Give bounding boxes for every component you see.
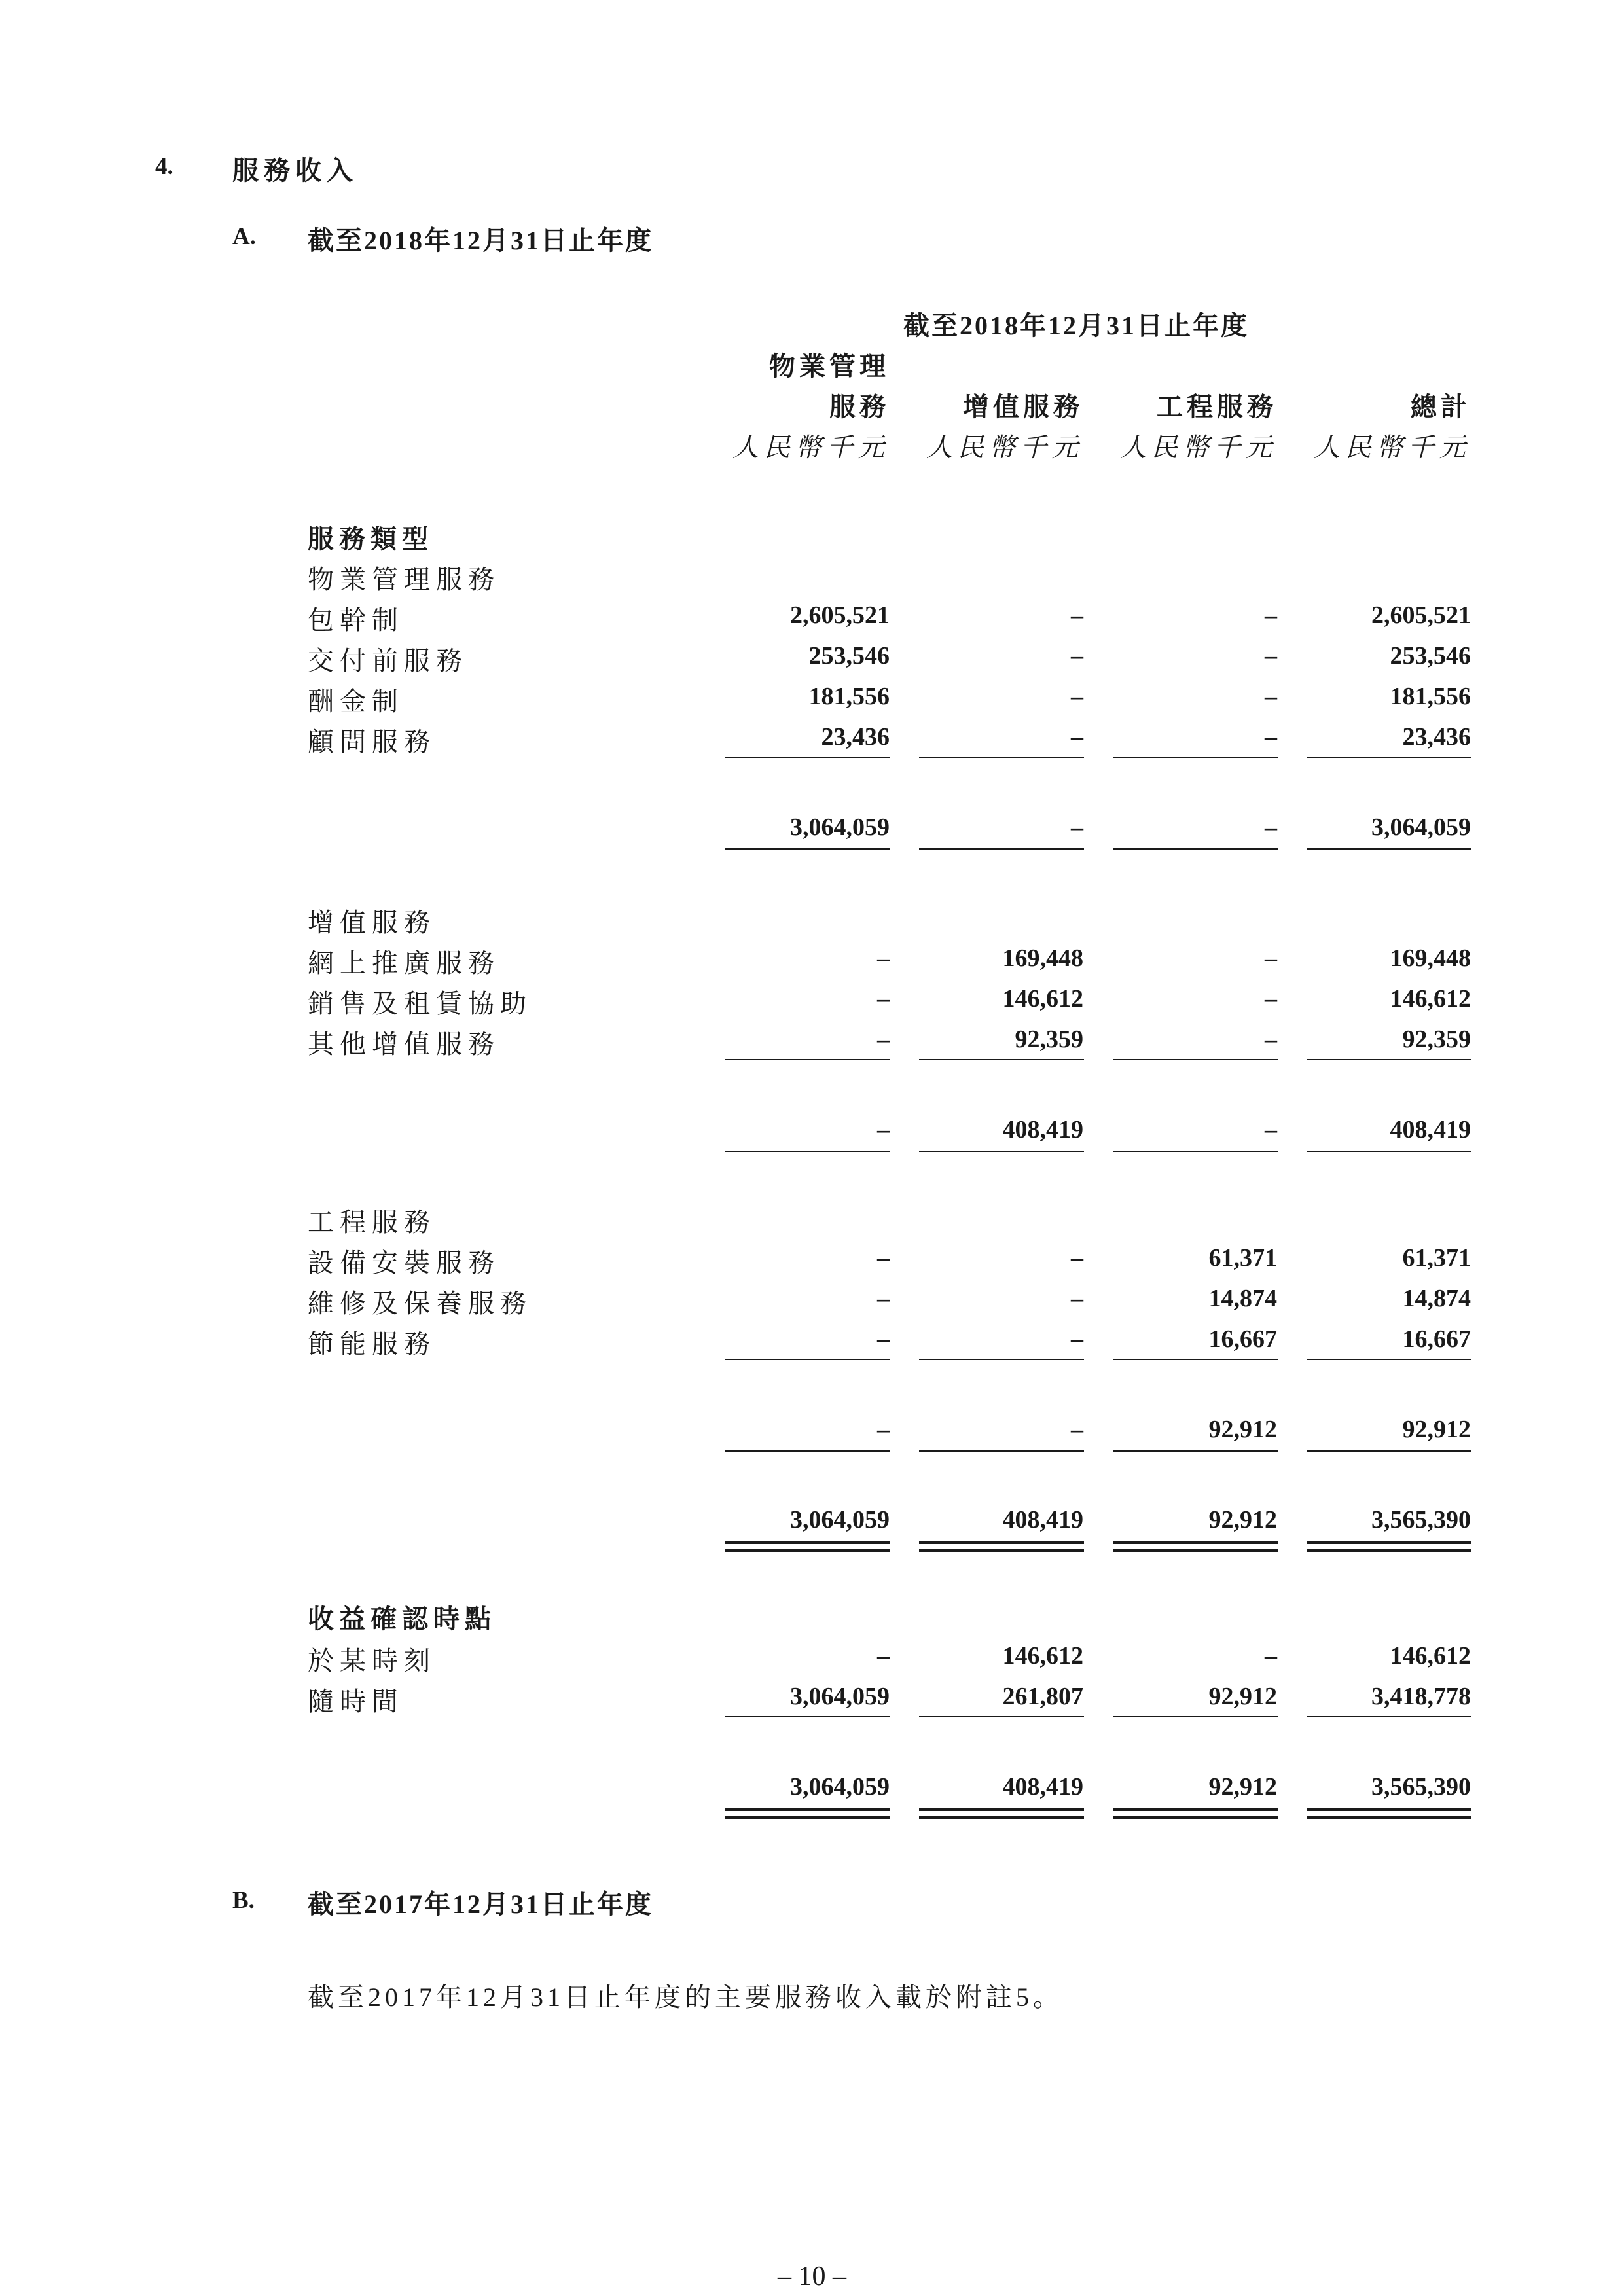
subtotal-cell: – [1265, 1116, 1277, 1143]
subtotal-cell: 92,912 [1208, 1416, 1277, 1443]
subtotal-rule [1307, 1151, 1471, 1152]
subtotal-rule [1113, 1450, 1278, 1452]
grand-total-cell: 3,064,059 [790, 1773, 890, 1801]
table-cell: 2,605,521 [790, 601, 890, 629]
table-cell: 146,612 [1002, 1642, 1083, 1670]
subtotal-cell: – [1071, 814, 1083, 841]
table-cell: – [1265, 723, 1277, 751]
subsection-a-title: 截至2018年12月31日止年度 [308, 226, 653, 255]
col-1-unit: 人民幣千元 [732, 433, 890, 462]
col-3-header: 工程服務 [1157, 392, 1277, 422]
table-cell: 181,556 [808, 683, 890, 710]
service-type-heading: 服務類型 [308, 524, 433, 554]
double-rule [1113, 1808, 1278, 1811]
table-cell: 61,371 [1402, 1244, 1471, 1272]
subtotal-cell: 408,419 [1002, 1116, 1083, 1143]
table-cell: – [1265, 683, 1277, 710]
double-rule [725, 1808, 890, 1811]
subtotal-rule [1307, 1359, 1471, 1360]
subtotal-cell: 3,064,059 [790, 814, 890, 841]
table-cell: 3,064,059 [790, 1683, 890, 1710]
grand-total-cell: 3,064,059 [790, 1506, 890, 1534]
value-added-group-heading: 增值服務 [308, 908, 436, 937]
table-cell: – [877, 1026, 890, 1053]
table-cell: – [1071, 1325, 1083, 1353]
subtotal-rule [919, 1059, 1084, 1060]
subtotal-rule [1307, 848, 1471, 850]
subtotal-rule [1307, 1450, 1471, 1452]
table-cell: 146,612 [1390, 985, 1471, 1013]
double-rule [1307, 1808, 1471, 1811]
subtotal-rule [725, 1151, 890, 1152]
subsection-b-letter: B. [232, 1887, 255, 1914]
subtotal-rule [725, 1716, 890, 1717]
row-label: 包幹制 [308, 605, 404, 635]
row-label: 網上推廣服務 [308, 948, 500, 978]
table-cell: – [1071, 601, 1083, 629]
row-label: 於某時刻 [308, 1646, 436, 1676]
section-number: 4. [155, 153, 173, 180]
table-cell: 92,359 [1402, 1026, 1471, 1053]
subtotal-rule [1113, 757, 1278, 758]
row-label: 設備安裝服務 [308, 1248, 500, 1278]
table-cell: 169,448 [1002, 944, 1083, 972]
table-cell: – [1265, 985, 1277, 1013]
table-cell: – [1265, 1026, 1277, 1053]
table-cell: – [877, 944, 890, 972]
table-cell: 61,371 [1208, 1244, 1277, 1272]
double-rule [725, 1549, 890, 1552]
subtotal-cell: 408,419 [1390, 1116, 1471, 1143]
subtotal-rule [919, 1151, 1084, 1152]
property-group-heading: 物業管理服務 [308, 565, 500, 594]
table-cell: – [1265, 642, 1277, 670]
subtotal-rule [725, 1059, 890, 1060]
double-rule [725, 1816, 890, 1819]
table-cell: – [877, 1285, 890, 1312]
grand-total-cell: 92,912 [1208, 1506, 1277, 1534]
subsection-b-title: 截至2017年12月31日止年度 [308, 1890, 653, 1919]
row-label: 其他增值服務 [308, 1030, 500, 1059]
grand-total-cell: 408,419 [1002, 1773, 1083, 1801]
table-cell: 181,556 [1390, 683, 1471, 710]
subtotal-rule [725, 848, 890, 850]
col-1-header-line1: 物業管理 [769, 351, 890, 381]
row-label: 酬金制 [308, 687, 404, 716]
table-cell: 261,807 [1002, 1683, 1083, 1710]
col-4-header: 總計 [1411, 392, 1471, 422]
table-cell: 253,546 [1390, 642, 1471, 670]
table-cell: 146,612 [1002, 985, 1083, 1013]
subtotal-rule [1307, 757, 1471, 758]
grand-total-cell: 3,565,390 [1371, 1506, 1471, 1534]
table-cell: 92,359 [1015, 1026, 1083, 1053]
subtotal-rule [1113, 1359, 1278, 1360]
subtotal-rule [1113, 848, 1278, 850]
double-rule [1307, 1816, 1471, 1819]
subtotal-cell: – [1071, 1416, 1083, 1443]
table-period-header: 截至2018年12月31日止年度 [903, 311, 1249, 340]
row-label: 節能服務 [308, 1329, 436, 1359]
subtotal-cell: – [1265, 814, 1277, 841]
col-2-unit: 人民幣千元 [926, 433, 1083, 462]
table-cell: 253,546 [808, 642, 890, 670]
subtotal-rule [919, 757, 1084, 758]
subtotal-rule [919, 1716, 1084, 1717]
double-rule [1113, 1816, 1278, 1819]
subtotal-rule [1307, 1716, 1471, 1717]
row-label: 交付前服務 [308, 646, 468, 675]
table-cell: 92,912 [1208, 1683, 1277, 1710]
row-label: 銷售及租賃協助 [308, 989, 532, 1018]
row-label: 隨時間 [308, 1687, 404, 1716]
table-cell: – [877, 985, 890, 1013]
col-1-header-line2: 服務 [829, 392, 890, 422]
table-cell: 16,667 [1402, 1325, 1471, 1353]
double-rule [919, 1549, 1084, 1552]
table-cell: 146,612 [1390, 1642, 1471, 1670]
subtotal-rule [1307, 1059, 1471, 1060]
subtotal-rule [919, 848, 1084, 850]
table-cell: – [1265, 1642, 1277, 1670]
table-cell: 23,436 [1402, 723, 1471, 751]
subtotal-cell: 92,912 [1402, 1416, 1471, 1443]
col-2-header: 增值服務 [963, 392, 1083, 422]
subtotal-cell: – [877, 1416, 890, 1443]
subtotal-rule [1113, 1716, 1278, 1717]
subtotal-rule [725, 1359, 890, 1360]
table-cell: 14,874 [1402, 1285, 1471, 1312]
engineering-group-heading: 工程服務 [308, 1208, 436, 1237]
table-cell: 2,605,521 [1371, 601, 1471, 629]
subtotal-cell: 3,064,059 [1371, 814, 1471, 841]
page-number: – 10 – [778, 2261, 846, 2291]
row-label: 顧問服務 [308, 727, 436, 757]
table-cell: – [1071, 683, 1083, 710]
double-rule [1307, 1549, 1471, 1552]
table-cell: – [877, 1244, 890, 1272]
double-rule [725, 1541, 890, 1544]
grand-total-cell: 92,912 [1208, 1773, 1277, 1801]
double-rule [1113, 1549, 1278, 1552]
table-cell: – [1071, 1244, 1083, 1272]
grand-total-cell: 3,565,390 [1371, 1773, 1471, 1801]
subtotal-cell: – [877, 1116, 890, 1143]
table-cell: – [1071, 1285, 1083, 1312]
row-label: 維修及保養服務 [308, 1289, 532, 1318]
table-cell: 3,418,778 [1371, 1683, 1471, 1710]
table-cell: 23,436 [821, 723, 890, 751]
section-title: 服務收入 [232, 156, 358, 185]
subtotal-rule [919, 1359, 1084, 1360]
double-rule [919, 1808, 1084, 1811]
col-4-unit: 人民幣千元 [1314, 433, 1471, 462]
table-cell: – [1265, 601, 1277, 629]
subtotal-rule [1113, 1151, 1278, 1152]
subtotal-rule [725, 757, 890, 758]
table-cell: – [1071, 642, 1083, 670]
double-rule [1307, 1541, 1471, 1544]
table-cell: – [877, 1325, 890, 1353]
table-cell: 14,874 [1208, 1285, 1277, 1312]
table-cell: – [877, 1642, 890, 1670]
subtotal-rule [919, 1450, 1084, 1452]
double-rule [919, 1816, 1084, 1819]
subtotal-rule [725, 1450, 890, 1452]
table-cell: – [1265, 944, 1277, 972]
subsection-b-note: 截至2017年12月31日止年度的主要服務收入載於附註5。 [308, 1982, 1063, 2012]
col-3-unit: 人民幣千元 [1120, 433, 1277, 462]
table-cell: – [1071, 723, 1083, 751]
grand-total-cell: 408,419 [1002, 1506, 1083, 1534]
subtotal-rule [1113, 1059, 1278, 1060]
double-rule [919, 1541, 1084, 1544]
subsection-a-letter: A. [232, 223, 256, 250]
double-rule [1113, 1541, 1278, 1544]
table-cell: 16,667 [1208, 1325, 1277, 1353]
timing-heading: 收益確認時點 [308, 1604, 496, 1634]
table-cell: 169,448 [1390, 944, 1471, 972]
